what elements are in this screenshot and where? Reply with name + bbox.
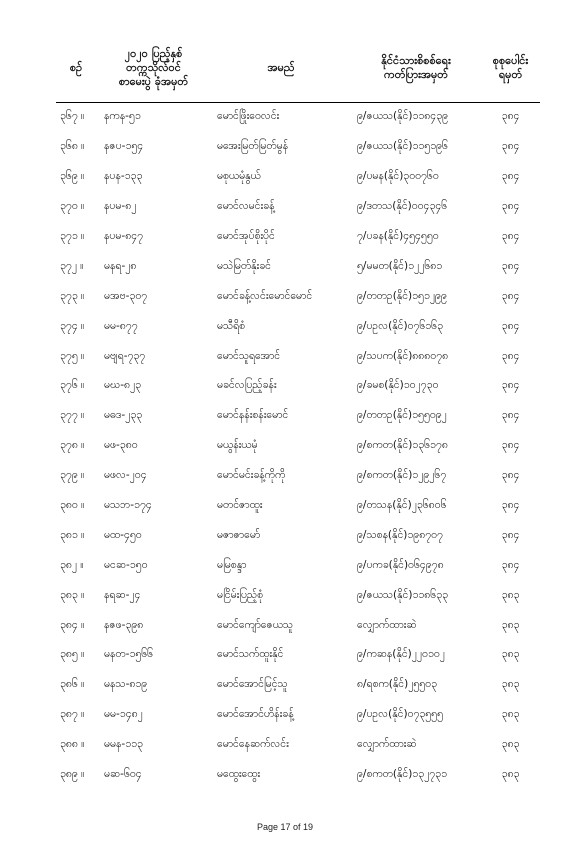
row-total-score: ၃၈၄ xyxy=(501,469,520,482)
row-total-score: ၃၈၄ xyxy=(501,230,520,242)
row-serial-number: ၃၈၄ ။ xyxy=(60,618,85,631)
row-total-score: ၃၈၃ xyxy=(501,618,520,631)
row-serial-number: ၃၈၈ ။ xyxy=(60,738,85,751)
table-row xyxy=(56,402,540,432)
table-row xyxy=(56,462,540,492)
row-name: မောင်နန်းစန်းမောင် xyxy=(217,409,289,422)
row-nrc-number: ၉/ဒတသ(နိုင်)၀၀၄၃၄၆ xyxy=(357,200,448,213)
table-row xyxy=(56,252,540,282)
row-roll-number: မနတ-၁၅၆၆ xyxy=(104,648,154,661)
table-row xyxy=(56,701,540,731)
row-nrc-number: ၅/မမတ(နိုင်)၁၂၂၆၈၁ xyxy=(357,259,443,272)
row-total-score: ၃၈၃ xyxy=(501,648,520,661)
row-serial-number: ၃၈၅ ။ xyxy=(60,648,85,661)
row-total-score: ၃၈၄ xyxy=(501,170,520,183)
row-nrc-number: ၉/စကတ(နိုင်)၁၃၂၇၃၁ xyxy=(357,768,447,781)
row-nrc-number: ၉/စကတ(နိုင်)၁၂၉၂၆၇ xyxy=(357,469,447,482)
row-roll-number: မမ-၈၇၇ xyxy=(104,319,138,332)
row-name: မအေးမြတ်မြတ်မွန် xyxy=(217,140,288,153)
row-nrc-number: လျှောက်ထားဆဲ xyxy=(357,618,417,631)
row-nrc-number: ၉/သပက(နိုင်)၈၈၈၀၇၈ xyxy=(357,349,449,362)
table-row xyxy=(56,611,540,641)
row-serial-number: ၃၈၉ ။ xyxy=(60,768,85,781)
row-name: မောင်နေဆက်လင်း xyxy=(217,738,289,751)
row-name: မောင်ခန့်လင်းမောင်မောင် xyxy=(217,289,313,302)
row-name: မသီရိစံ xyxy=(217,319,246,332)
table-row xyxy=(56,193,540,223)
row-nrc-number: ၉/တတဥ(နိုင်)၁၅၁၂၉၉ xyxy=(357,289,447,302)
row-roll-number: မနသ-၈၁၉ xyxy=(104,678,148,691)
row-total-score: ၃၈၄ xyxy=(501,319,520,332)
row-total-score: ၃၈၄ xyxy=(501,140,520,153)
row-name: မငြိမ်းပြည့်စုံ xyxy=(217,588,264,601)
row-serial-number: ၃၈၆ ။ xyxy=(60,678,85,691)
row-total-score: ၃၈၄ xyxy=(501,528,520,541)
row-roll-number: မဆ-၆၀၄ xyxy=(104,768,142,781)
row-roll-number: မမန-၁၁၃ xyxy=(104,738,143,751)
header-name: အမည် xyxy=(211,34,351,103)
row-nrc-number: ၉/ပဥလ(နိုင်)၀၇၃၅၅၅ xyxy=(357,708,443,721)
row-name: မမြစန္ဒာ xyxy=(217,558,247,571)
table-row xyxy=(56,581,540,611)
row-total-score: ၃၈၄ xyxy=(501,409,520,422)
row-roll-number: မဓဒ-၂၃၃ xyxy=(104,409,143,422)
row-nrc-number: ၉/ပကခ(နိုင်)၀၆၄၉၇၈ xyxy=(357,558,444,571)
table-body xyxy=(56,103,540,791)
row-nrc-number: ၉/တတဥ(နိုင်)၁၅၅၀၉၂ xyxy=(357,409,447,422)
row-name: မယွန်းယမုံ xyxy=(217,439,258,452)
row-name: မောင်လမင်းခန့် xyxy=(217,200,275,213)
row-serial-number: ၃၇၁ ။ xyxy=(60,230,85,242)
row-roll-number: နပမ-၈၂ xyxy=(104,200,137,213)
row-total-score: ၃၈၄ xyxy=(501,499,520,512)
header-roll-number: ၂၀၂၀ ပြည့်နှစ် တက္ကသိုလ်ဝင် စာမေးပွဲ ခုံအမှတ် xyxy=(96,34,211,103)
row-roll-number: နပမ-၈၄၇ xyxy=(104,230,144,242)
row-roll-number: မဖ-၃၈၀ xyxy=(104,439,138,452)
table-row xyxy=(56,342,540,372)
row-serial-number: ၃၇၀ ။ xyxy=(60,200,85,213)
row-serial-number: ၃၈၂ ။ xyxy=(60,558,84,571)
row-name: မတင်ဇာထူး xyxy=(217,499,263,512)
row-name: မောင်ကျော်ဇေယသူ xyxy=(217,618,294,631)
row-name: မောင်သက်ထူးနိုင် xyxy=(217,648,284,661)
row-serial-number: ၃၇၆ ။ xyxy=(60,379,85,392)
row-name: မသဲမြတ်နိုးခင် xyxy=(217,259,271,272)
row-total-score: ၃၈၄ xyxy=(501,379,520,392)
row-name: မဇာဇာမော် xyxy=(217,528,261,541)
row-serial-number: ၃၆၇ ။ xyxy=(60,110,85,123)
row-nrc-number: ၉/ပမန(နိုင်)၃၀၀၇၆၀ xyxy=(357,170,439,183)
row-roll-number: နပန-၁၃၃ xyxy=(104,170,143,183)
row-total-score: ၃၈၄ xyxy=(501,558,520,571)
row-nrc-number: ၉/ဇယသ(နိုင်)၁၁၈၆၃၃ xyxy=(357,588,449,601)
row-total-score: ၃၈၄ xyxy=(501,439,520,452)
row-serial-number: ၃၇၃ ။ xyxy=(60,289,85,302)
row-total-score: ၃၈၃ xyxy=(501,588,520,601)
row-name: မစုယမုံနွယ် xyxy=(217,170,261,183)
row-name: မောင်အောင်ဟိန်းခန့် xyxy=(217,708,294,721)
row-roll-number: မသဘ-၁၇၄ xyxy=(104,499,152,512)
row-nrc-number: ၉/ကဆန(နိုင်)၂၂၀၁၀၂ xyxy=(357,648,445,661)
row-serial-number: ၃၈၁ ။ xyxy=(60,528,85,541)
table-row xyxy=(56,641,540,671)
table-row xyxy=(56,492,540,522)
row-roll-number: မငဆ-၁၅၀ xyxy=(104,558,148,571)
row-name: မထွေးထွေး xyxy=(217,768,261,781)
row-serial-number: ၃၈၇ ။ xyxy=(60,708,85,721)
row-nrc-number: ၉/တသန(နိုင်)၂၃၆၈၀၆ xyxy=(357,499,447,512)
table-row xyxy=(56,223,540,253)
row-nrc-number: ၉/ဇယသ(နိုင်)၁၁၈၄၃၉ xyxy=(357,110,449,123)
row-name: မခင်လပြည့်ခန်း xyxy=(217,379,277,392)
row-serial-number: ၃၆၉ ။ xyxy=(60,170,85,183)
table-row xyxy=(56,163,540,193)
table-row xyxy=(56,372,540,402)
row-serial-number: ၃၆၈ ။ xyxy=(60,140,85,153)
header-nrc-number: နိုင်ငံသားစိစစ်ရေး ကတ်ပြားအမှတ် xyxy=(351,34,481,103)
row-nrc-number: ၉/သစန(နိုင်)၁၉၈၇၀၇ xyxy=(357,528,443,541)
row-serial-number: ၃၇၈ ။ xyxy=(60,439,85,452)
row-nrc-number: ၉/ဇယသ(နိုင်)၁၁၅၁၉၆ xyxy=(357,140,448,153)
row-nrc-number: ၇/ပခန(နိုင်)၄၅၄၅၅၀ xyxy=(357,230,439,242)
table-row xyxy=(56,671,540,701)
row-total-score: ၃၈၄ xyxy=(501,349,520,362)
row-serial-number: ၃၈၃ ။ xyxy=(60,588,85,601)
table-row xyxy=(56,761,540,791)
row-nrc-number: ၉/စကတ(နိုင်)၁၃၆၁၇၈ xyxy=(357,439,448,452)
row-nrc-number: ၈/ရစက(နိုင်)၂၅၅၀၃ xyxy=(357,678,437,691)
table-row xyxy=(56,551,540,581)
header-serial-number: စဉ် xyxy=(56,34,96,103)
row-total-score: ၃၈၃ xyxy=(501,708,520,721)
row-nrc-number: ၉/ခမစ(နိုင်)၁၀၂၇၃၀ xyxy=(357,379,439,392)
page-number-footer: Page 17 of 19 xyxy=(256,822,314,832)
table-row xyxy=(56,312,540,342)
row-roll-number: မမ-၁၄၈၂ xyxy=(104,708,143,721)
row-name: မောင်သူရအောင် xyxy=(217,349,281,362)
row-name: မောင်မင်းခန့်ကိုကို xyxy=(217,469,286,482)
table-row xyxy=(56,731,540,761)
row-serial-number: ၃၇၄ ။ xyxy=(60,319,85,332)
row-total-score: ၃၈၃ xyxy=(501,768,520,781)
row-serial-number: ၃၈၀ ။ xyxy=(60,499,85,512)
row-roll-number: မဗျရ-၇၃၇ xyxy=(104,349,146,362)
row-total-score: ၃၈၄ xyxy=(501,200,520,213)
table-row xyxy=(56,103,540,133)
row-name: မောင်အောင်မြင့်သူ xyxy=(217,678,288,691)
row-roll-number: မနရ-၂၈ xyxy=(104,259,137,272)
row-total-score: ၃၈၄ xyxy=(501,259,520,272)
header-total-score: စုစုပေါင်း ရမှတ် xyxy=(481,34,540,103)
row-serial-number: ၃၇၉ ။ xyxy=(60,469,85,482)
table-row xyxy=(56,133,540,163)
row-name: မောင်ဖြိုးဝေလင်း xyxy=(217,110,280,123)
row-serial-number: ၃၇၇ ။ xyxy=(60,409,85,422)
table-row xyxy=(56,521,540,551)
results-table xyxy=(56,34,540,790)
row-total-score: ၃၈၃ xyxy=(501,738,520,751)
row-roll-number: မထ-၄၅၀ xyxy=(104,528,142,541)
table-row xyxy=(56,282,540,312)
row-roll-number: နဇဖ-၃၉၈ xyxy=(104,618,144,631)
row-total-score: ၃၈၄ xyxy=(501,289,520,302)
row-nrc-number: ၉/ပဥလ(နိုင်)၀၇၆၁၆၃ xyxy=(357,319,443,332)
row-roll-number: နကန-၅၁ xyxy=(104,110,141,123)
row-name: မောင်အုပ်စိုးပိုင် xyxy=(217,230,275,242)
row-serial-number: ၃၇၅ ။ xyxy=(60,349,85,362)
row-roll-number: မအဗ-၃၀၇ xyxy=(104,289,148,302)
table-header xyxy=(56,34,540,103)
row-roll-number: မဃ-၈၂၃ xyxy=(104,379,142,392)
row-roll-number: မဖလ-၂၀၄ xyxy=(104,469,147,482)
row-roll-number: နရဆ-၂၄ xyxy=(104,588,141,601)
row-nrc-number: လျှောက်ထားဆဲ xyxy=(357,738,417,751)
table-row xyxy=(56,432,540,462)
row-serial-number: ၃၇၂ ။ xyxy=(60,259,84,272)
row-roll-number: နဇပ-၁၅၄ xyxy=(104,140,144,153)
row-total-score: ၃၈၄ xyxy=(501,110,520,123)
row-total-score: ၃၈၃ xyxy=(501,678,520,691)
